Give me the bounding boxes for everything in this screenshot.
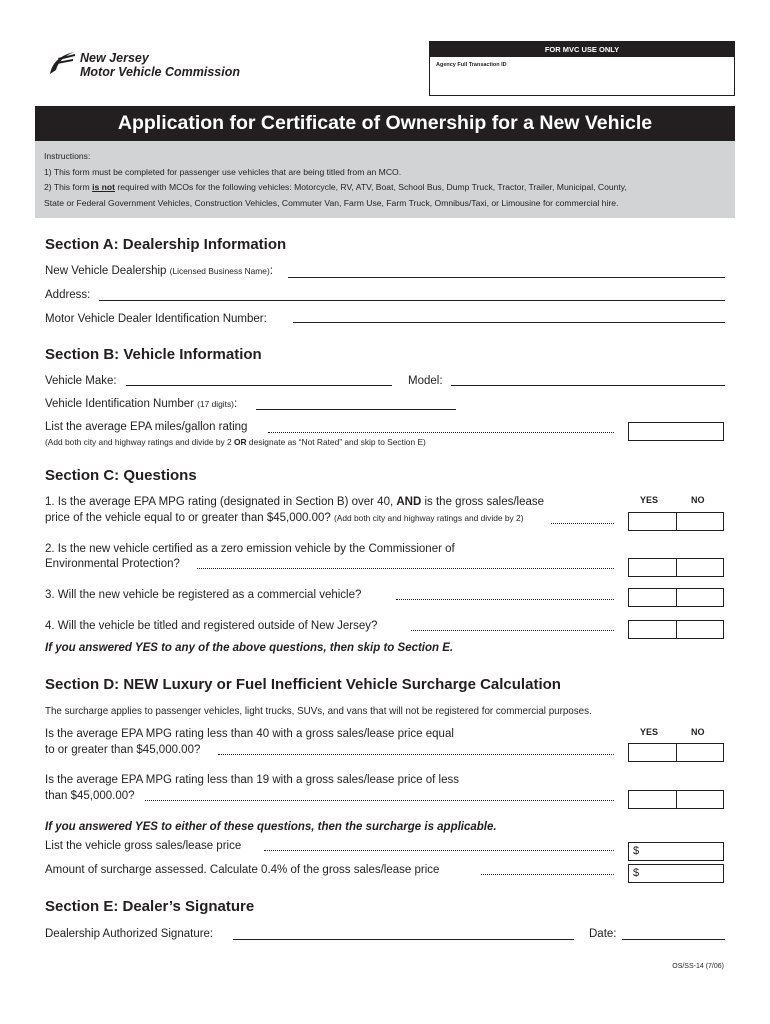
question-4: 4. Will the vehicle be titled and registered outside of New Jersey? <box>45 620 378 632</box>
surcharge-amount-label: Amount of surcharge assessed. Calculate 0.4% of the gross sales/lease price <box>45 864 440 876</box>
form-number: OS/SS-14 (7/06) <box>672 963 724 970</box>
surcharge-question-1-yes-box[interactable] <box>629 744 677 761</box>
section-d-yes-header: YES <box>640 727 659 737</box>
section-a-title: Section A: Dealership Information <box>45 236 287 253</box>
surcharge-question-1-no-box[interactable] <box>677 744 724 761</box>
nj-mvc-logo-icon <box>48 50 76 76</box>
question-1-leader <box>551 523 614 524</box>
surcharge-question-2-yes-no <box>628 790 724 809</box>
question-1-line2: price of the vehicle equal to or greater than $45,000.00? (Add both city and highway ratings and divide by 2) <box>45 512 524 524</box>
vin-field[interactable] <box>256 409 456 410</box>
gross-price-label: List the vehicle gross sales/lease price <box>45 840 242 852</box>
question-2-no-box[interactable] <box>677 559 724 576</box>
date-field[interactable] <box>622 939 725 940</box>
section-d-title: Section D: NEW Luxury or Fuel Inefficient Vehicle Surcharge Calculation <box>45 676 561 693</box>
dealer-id-field[interactable] <box>293 322 725 323</box>
address-label: Address: <box>45 289 91 301</box>
question-2-leader <box>197 568 614 569</box>
epa-rating-note: (Add both city and highway ratings and divide by 2 OR designate as “Not Rated” and skip to Section E) <box>45 437 426 447</box>
gross-price-input[interactable]: $ <box>628 842 724 861</box>
surcharge-question-2-line1: Is the average EPA MPG rating less than 19 with a gross sales/lease price of less <box>45 774 459 786</box>
question-3-no-box[interactable] <box>677 589 724 606</box>
question-2-line2: Environmental Protection? <box>45 558 180 570</box>
question-2-yes-box[interactable] <box>629 559 677 576</box>
agency-name <box>80 51 240 79</box>
question-2-yes-no <box>628 558 724 577</box>
dealership-label: New Vehicle Dealership (Licensed Business Name): <box>45 265 273 277</box>
section-e-title: Section E: Dealer’s Signature <box>45 898 255 915</box>
instruction-item-1: 1) This form must be completed for passenger use vehicles that are being titled from an MCO. <box>44 166 402 177</box>
agency-name-line2: Motor Vehicle Commission <box>80 65 240 79</box>
question-1-no-box[interactable] <box>677 513 724 530</box>
model-field[interactable] <box>451 385 725 386</box>
dealership-name-field[interactable] <box>288 277 725 278</box>
section-c-yes-header: YES <box>640 495 659 505</box>
instruction-item-2: 2) This form is not required with MCOs for the following vehicles: Motorcycle, RV, ATV, Boat, School Bus, Dump Truck, Tractor, Trailer, Municipal, County, <box>44 182 627 193</box>
question-4-yes-no <box>628 620 724 639</box>
surcharge-applicable-note: If you answered YES to either of these questions, then the surcharge is applicable. <box>45 821 497 833</box>
mvc-use-heading: FOR MVC USE ONLY <box>430 42 734 57</box>
epa-rating-input[interactable] <box>628 422 724 441</box>
surcharge-question-2-yes-box[interactable] <box>629 791 677 808</box>
surcharge-question-2-leader <box>145 800 614 801</box>
transaction-id-label: Agency Full Transaction ID <box>436 62 507 68</box>
question-4-yes-box[interactable] <box>629 621 677 638</box>
address-field[interactable] <box>99 300 725 301</box>
instructions-panel <box>35 141 735 218</box>
form-title: Application for Certificate of Ownership for a New Vehicle <box>35 106 735 141</box>
signature-field[interactable] <box>233 939 574 940</box>
surcharge-amount-input[interactable]: $ <box>628 864 724 883</box>
section-d-no-header: NO <box>691 727 705 737</box>
question-3-yes-no <box>628 588 724 607</box>
mvc-use-box <box>429 41 735 96</box>
agency-name-line1: New Jersey <box>80 51 149 65</box>
vin-label: Vehicle Identification Number (17 digits): <box>45 398 238 410</box>
section-c-skip-note: If you answered YES to any of the above questions, then skip to Section E. <box>45 642 454 654</box>
instruction-item-2-cont: State or Federal Government Vehicles, Construction Vehicles, Commuter Van, Farm Use, Farm Truck, Omnibus/Taxi, or Limousine for commercial hire. <box>44 197 619 208</box>
instructions-heading: Instructions: <box>44 151 91 161</box>
signature-label: Dealership Authorized Signature: <box>45 928 214 940</box>
question-3: 3. Will the new vehicle be registered as a commercial vehicle? <box>45 589 362 601</box>
date-label: Date: <box>589 928 617 940</box>
question-3-yes-box[interactable] <box>629 589 677 606</box>
question-3-leader <box>396 599 614 600</box>
section-c-title: Section C: Questions <box>45 467 197 484</box>
epa-rating-leader <box>268 432 614 433</box>
question-1-line1: 1. Is the average EPA MPG rating (designated in Section B) over 40, AND is the gross sales/lease <box>45 496 545 508</box>
question-4-no-box[interactable] <box>677 621 724 638</box>
surcharge-question-1-yes-no <box>628 743 724 762</box>
dealer-id-label: Motor Vehicle Dealer Identification Number: <box>45 313 267 325</box>
vehicle-make-label: Vehicle Make: <box>45 375 117 387</box>
surcharge-amount-leader <box>481 874 614 875</box>
vehicle-make-field[interactable] <box>126 385 392 386</box>
surcharge-question-2-line2: than $45,000.00? <box>45 790 135 802</box>
question-4-leader <box>411 630 614 631</box>
question-2-line1: 2. Is the new vehicle certified as a zero emission vehicle by the Commissioner of <box>45 543 455 555</box>
question-1-yes-box[interactable] <box>629 513 677 530</box>
model-label: Model: <box>408 375 443 387</box>
gross-price-leader <box>264 850 614 851</box>
surcharge-question-1-line2: to or greater than $45,000.00? <box>45 744 201 756</box>
section-d-intro: The surcharge applies to passenger vehicles, light trucks, SUVs, and vans that will not be registered for commercial purposes. <box>45 706 592 717</box>
surcharge-question-1-leader <box>218 754 614 755</box>
surcharge-question-1-line1: Is the average EPA MPG rating less than 40 with a gross sales/lease price equal <box>45 728 454 740</box>
surcharge-question-2-no-box[interactable] <box>677 791 724 808</box>
section-c-no-header: NO <box>691 495 705 505</box>
section-b-title: Section B: Vehicle Information <box>45 346 262 363</box>
question-1-yes-no <box>628 512 724 531</box>
epa-rating-label: List the average EPA miles/gallon rating <box>45 421 248 433</box>
